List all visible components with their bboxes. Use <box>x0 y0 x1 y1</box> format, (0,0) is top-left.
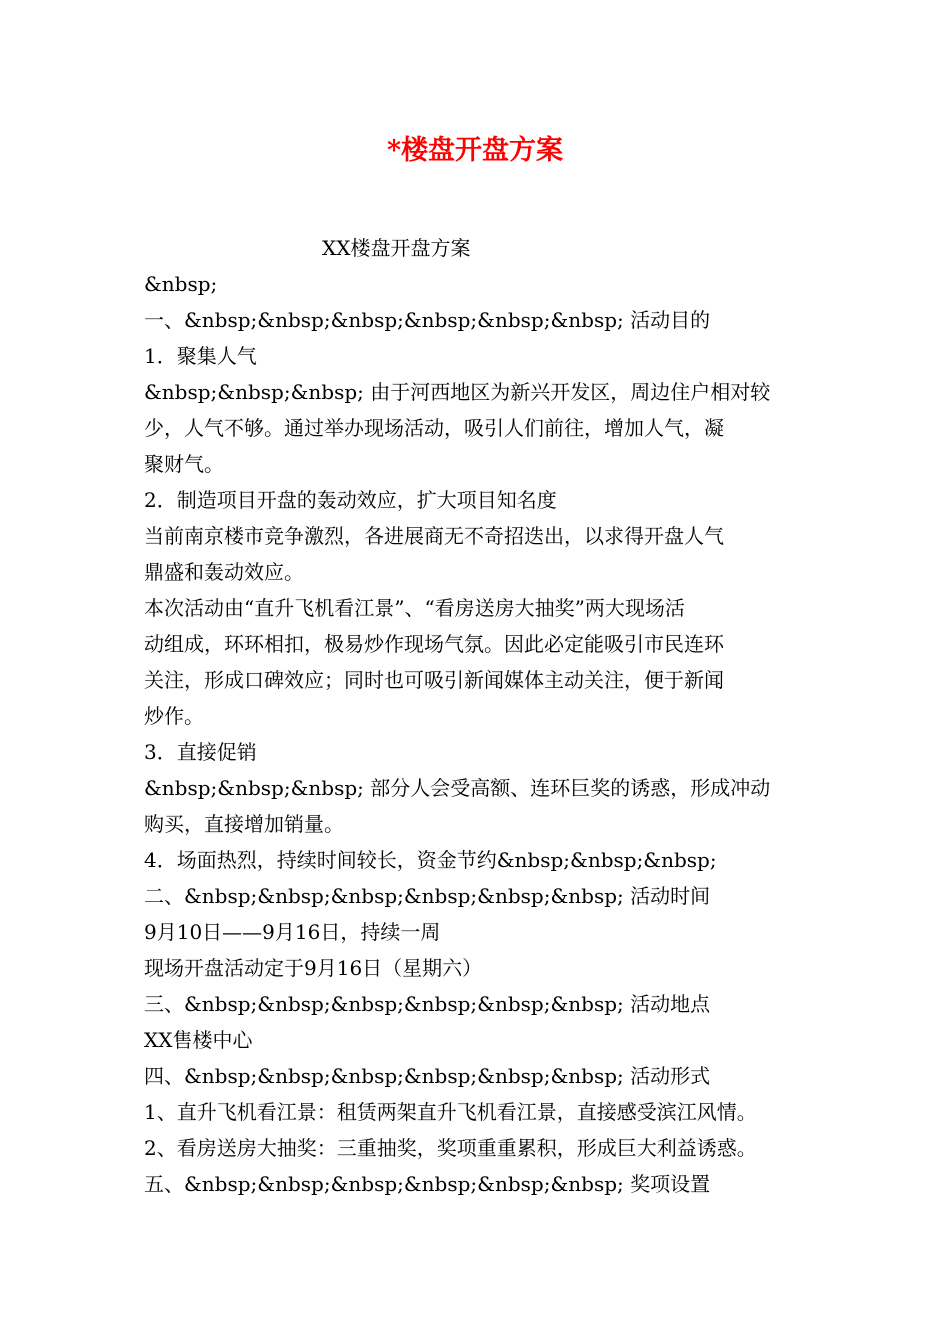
text-line: 鼎盛和轰动效应。 <box>144 560 304 584</box>
text-line: 9月10日——9月16日，持续一周 <box>144 920 441 944</box>
text-line: &nbsp; <box>144 272 218 296</box>
section-heading: 四、&nbsp;&nbsp;&nbsp;&nbsp;&nbsp;&nbsp; 活动形式 <box>144 1064 711 1088</box>
subheading: 4．场面热烈，持续时间较长，资金节约&nbsp;&nbsp;&nbsp; <box>144 848 717 872</box>
section-heading: 三、&nbsp;&nbsp;&nbsp;&nbsp;&nbsp;&nbsp; 活动地点 <box>144 992 711 1016</box>
text-line: &nbsp;&nbsp;&nbsp; 部分人会受高额、连环巨奖的诱惑，形成冲动 <box>144 776 771 800</box>
subheading: 1．聚集人气 <box>144 344 257 368</box>
text-line: 现场开盘活动定于9月16日（星期六） <box>144 956 483 980</box>
text-line: 1、直升飞机看江景：租赁两架直升飞机看江景，直接感受滨江风情。 <box>144 1100 757 1124</box>
text-line: 购买，直接增加销量。 <box>144 812 344 836</box>
text-line: 当前南京楼市竞争激烈，各进展商无不奇招迭出，以求得开盘人气 <box>144 524 724 548</box>
text-line: 本次活动由“直升飞机看江景”、“看房送房大抽奖”两大现场活 <box>144 596 685 620</box>
text-line: 动组成，环环相扣，极易炒作现场气氛。因此必定能吸引市民连环 <box>144 632 724 656</box>
text-line: 少，人气不够。通过举办现场活动，吸引人们前往，增加人气，凝 <box>144 416 724 440</box>
text-line: 炒作。 <box>144 704 204 728</box>
document-body <box>144 266 824 1202</box>
subheading: 2．制造项目开盘的轰动效应，扩大项目知名度 <box>144 488 557 512</box>
subheading: 3．直接促销 <box>144 740 257 764</box>
section-heading: 五、&nbsp;&nbsp;&nbsp;&nbsp;&nbsp;&nbsp; 奖项设置 <box>144 1172 711 1196</box>
section-heading: 二、&nbsp;&nbsp;&nbsp;&nbsp;&nbsp;&nbsp; 活动时间 <box>144 884 711 908</box>
text-line: 关注，形成口碑效应；同时也可吸引新闻媒体主动关注，便于新闻 <box>144 668 724 692</box>
text-line: &nbsp;&nbsp;&nbsp; 由于河西地区为新兴开发区，周边住户相对较 <box>144 380 771 404</box>
text-line: 2、看房送房大抽奖：三重抽奖，奖项重重累积，形成巨大利益诱惑。 <box>144 1136 757 1160</box>
text-line: XX售楼中心 <box>144 1028 253 1052</box>
document-title: *楼盘开盘方案 <box>386 135 564 166</box>
section-heading: 一、&nbsp;&nbsp;&nbsp;&nbsp;&nbsp;&nbsp; 活动目的 <box>144 308 711 332</box>
text-line: 聚财气。 <box>144 452 224 476</box>
document-subtitle: XX楼盘开盘方案 <box>322 236 471 260</box>
